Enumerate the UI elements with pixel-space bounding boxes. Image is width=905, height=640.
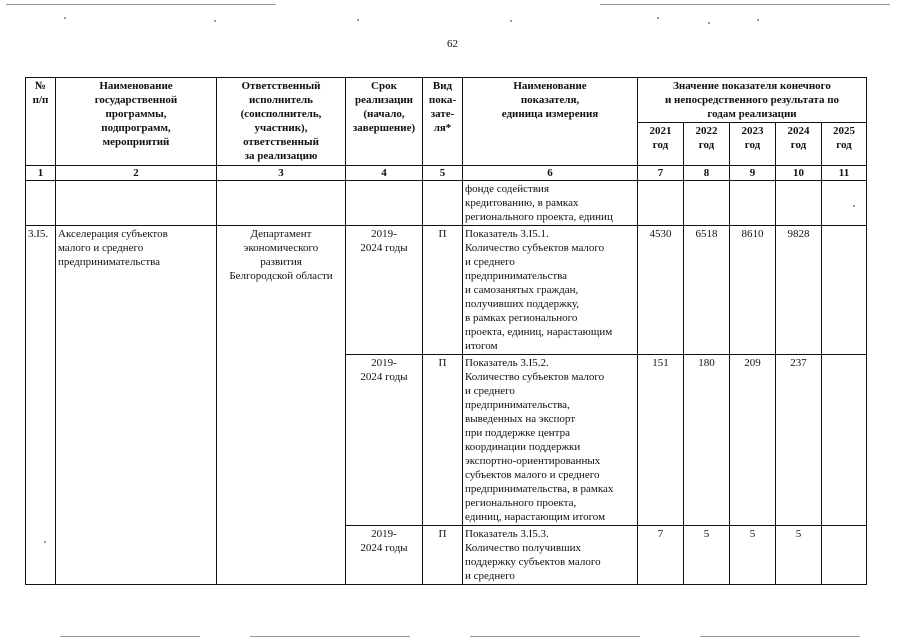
scan-speck [44, 541, 46, 543]
event-number: 3.I5. [26, 226, 56, 585]
indicator-value-2024: 9828 [776, 226, 822, 355]
continuation-indicator-text: фонде содействия кредитованию, в рамках регионального проекта, единиц [463, 181, 638, 226]
indicator-value-2022: 6518 [684, 226, 730, 355]
indicator-value-2021: 151 [638, 355, 684, 526]
scan-speck [853, 205, 855, 207]
scan-edge [6, 4, 276, 5]
column-number-row [26, 166, 867, 181]
header-row [26, 78, 867, 123]
scan-speck [510, 20, 512, 22]
column-number: 3 [217, 166, 346, 181]
scan-edge [700, 636, 860, 637]
header-year-2025: 2025 год [822, 123, 867, 166]
indicator-value-2024: 5 [776, 526, 822, 585]
header-program-name: Наименование государственной программы, подпрограмм, мероприятий [56, 78, 217, 166]
column-number: 8 [684, 166, 730, 181]
indicator-text: Показатель 3.I5.2. Количество субъектов малого и среднего предпринимательства, выведенных на экспорт при поддержке центра координации поддержки экспортно-ориентированных субъектов малого и среднего предпринимательства, в рамках регионального проекта, единиц, нарастающим итогом [463, 355, 638, 526]
indicator-value-2023: 8610 [730, 226, 776, 355]
scan-speck [214, 20, 216, 22]
scan-edge [250, 636, 410, 637]
scan-speck [757, 19, 759, 21]
header-number: № п/п [26, 78, 56, 166]
header-year-2023: 2023 год [730, 123, 776, 166]
column-number: 5 [423, 166, 463, 181]
scan-speck [357, 19, 359, 21]
indicator-value-2022: 180 [684, 355, 730, 526]
indicator-period: 2019- 2024 годы [346, 226, 423, 355]
scan-speck [708, 22, 710, 24]
column-number: 2 [56, 166, 217, 181]
page-number: 62 [447, 38, 458, 50]
indicator-value-2025 [822, 355, 867, 526]
indicator-period: 2019- 2024 годы [346, 355, 423, 526]
column-number: 11 [822, 166, 867, 181]
indicator-value-2024: 237 [776, 355, 822, 526]
scan-speck [64, 17, 66, 19]
header-year-2021: 2021 год [638, 123, 684, 166]
header-year-2024: 2024 год [776, 123, 822, 166]
header-year-2022: 2022 год [684, 123, 730, 166]
header-responsible: Ответственный исполнитель (соисполнитель, участник), ответственный за реализацию [217, 78, 346, 166]
indicator-value-2023: 209 [730, 355, 776, 526]
column-number: 1 [26, 166, 56, 181]
indicator-value-2021: 7 [638, 526, 684, 585]
column-number: 6 [463, 166, 638, 181]
header-indicator-type: Вид пока- зате- ля* [423, 78, 463, 166]
scan-edge [470, 636, 640, 637]
indicator-type: П [423, 526, 463, 585]
program-indicators-table [25, 77, 867, 585]
indicator-period: 2019- 2024 годы [346, 526, 423, 585]
column-number: 9 [730, 166, 776, 181]
indicator-value-2022: 5 [684, 526, 730, 585]
column-number: 10 [776, 166, 822, 181]
header-indicator-name: Наименование показателя, единица измерения [463, 78, 638, 166]
indicator-type: П [423, 355, 463, 526]
indicator-value-2023: 5 [730, 526, 776, 585]
event-responsible: Департамент экономического развития Белгородской области [217, 226, 346, 585]
scan-speck [657, 17, 659, 19]
header-values-group: Значение показателя конечного и непосредственного результата по годам реализации [638, 78, 867, 123]
column-number: 4 [346, 166, 423, 181]
indicator-value-2021: 4530 [638, 226, 684, 355]
indicator-row [26, 226, 867, 355]
indicator-text: Показатель 3.I5.3. Количество получивших поддержку субъектов малого и среднего [463, 526, 638, 585]
column-number: 7 [638, 166, 684, 181]
scan-edge [60, 636, 200, 637]
event-name: Акселерация субъектов малого и среднего предпринимательства [56, 226, 217, 585]
indicator-value-2025 [822, 226, 867, 355]
indicator-value-2025 [822, 526, 867, 585]
indicator-text: Показатель 3.I5.1. Количество субъектов малого и среднего предпринимательства и самозанятых граждан, получивших поддержку, в рамках регионального проекта, единиц, нарастающим итогом [463, 226, 638, 355]
indicator-type: П [423, 226, 463, 355]
header-period: Срок реализации (начало, завершение) [346, 78, 423, 166]
scan-edge [600, 4, 890, 5]
continuation-row [26, 181, 867, 226]
